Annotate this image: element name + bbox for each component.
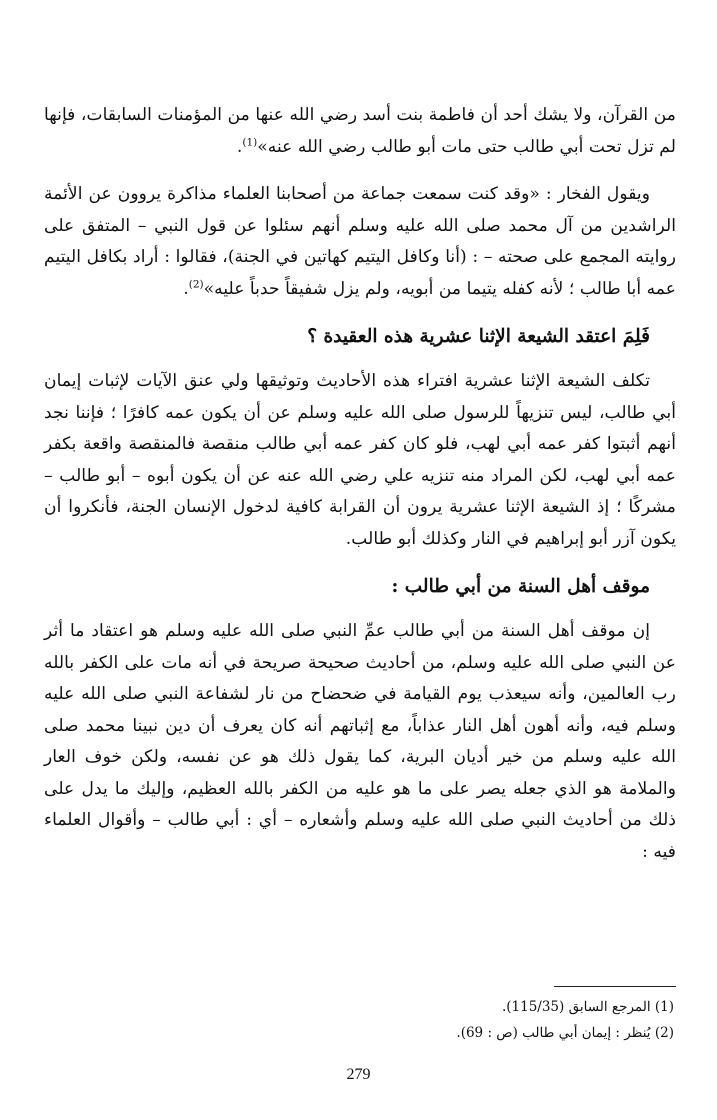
section-heading-2: موقف أهل السنة من أبي طالب : [391,576,650,597]
paragraph-4: إن موقف أهل السنة من أبي طالب عمِّ النبي صلى الله عليه وسلم هو اعتقاد ما أثر عن النبي صلى الله عليه وسلم، من أحاديث صحيحة صريحة في أنه مات على الكفر بالله رب العالمين، وأنه سيعذب يوم القيامة في ضحضاح من نار لشفاعة النبي صلى الله عليه وسلم فيه، وأنه أهون أهل النار عذاباً، مع إثباتهم أنه كان يعرف أن دين نبينا محمد صلى الله عليه وسلم من خير أديان البرية، كما يقول ذلك هو عن نفسه، ولكن خوف العار والملامة هو الذي جعله يصر على ما هو عليه من الكفر بالله العظيم، وإليك ما يدل على ذلك من أحاديث النبي صلى الله عليه وسلم وأشعاره – أي : أبي طالب – وأقوال العلماء فيه : [44,621,676,862]
footnote-divider [554,986,676,987]
page-number: 279 [346,1066,371,1083]
footnote-ref-2[interactable]: (2) [188,277,204,290]
paragraph-2-tail: . [183,278,189,299]
paragraph-3: تكلف الشيعة الإثنا عشرية افتراء هذه الأحاديث وتوثيقها ولي عنق الآيات لإثبات إيمان أبي طالب، ليس تنزيهاً للرسول صلى الله عليه وسلم عن أن يكون عمه كافرًا ؛ فإننا نجد أنهم أثبتوا كفر عمه أبي لهب، فلو كان كفر عمه أبي طالب منقصة فالمنقصة واقعة بكفر عمه أبي لهب، لكن المراد منه تنزيه علي رضي الله عنه عن أن يكون أبوه – أبو طالب – مشركًا ؛ إذ الشيعة الإثنا عشرية يرون أن القرابة كافية لدخول الإنسان الجنة، فأنكروا أن يكون آزر أبو إبراهيم في النار وكذلك أبو طالب. [44,371,676,549]
paragraph-1-tail: . [236,136,243,157]
section-heading-1: فَلِمَ اعتقد الشيعة الإثنا عشرية هذه العقيدة ؟ [307,326,650,347]
page-body [44,100,676,884]
footnotes [56,994,676,1046]
paragraph-1 [44,100,676,163]
footnote-2: (2) يُنظر : إيمان أبي طالب (ص : 69). [456,1025,674,1041]
footnote-1: (1) المرجع السابق (115/35). [501,999,674,1015]
paragraph-2 [44,179,676,305]
paragraph-1-text: من القرآن، ولا يشك أحد أن فاطمة بنت أسد رضي الله عنها من المؤمنات السابقات، فإنها لم تزل تحت أبي طالب حتى مات أبو طالب رضي الله عنه» [44,105,676,157]
paragraph-2-text: ويقول الفخار : «وقد كنت سمعت جماعة من أصحابنا العلماء مذاكرة يروون عن الأئمة الراشدين من آل محمد صلى الله عليه وسلم أنهم سئلوا عن قول النبي – المتفق على روايته المجمع على صحته – : (أنا وكافل اليتيم كهاتين في الجنة)، فقالوا : أراد بكافل اليتيم عمه أبا طالب ؛ لأنه كفله يتيما من أبويه، ولم يزل شفيقاً حدباً عليه» [44,184,676,299]
footnote-ref-1[interactable]: (1) [242,135,258,148]
